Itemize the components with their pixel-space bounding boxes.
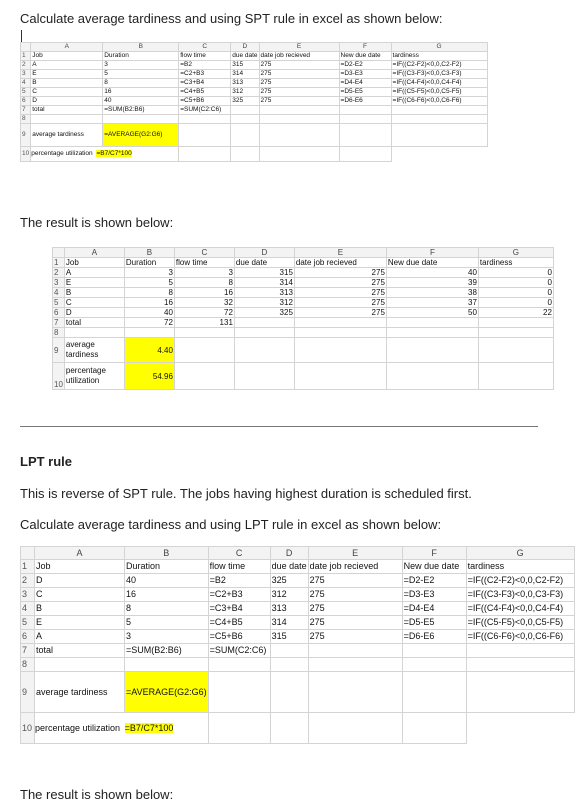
row-number[interactable]: 1 [21, 52, 31, 61]
row-number[interactable]: 4 [53, 288, 65, 298]
cell[interactable]: 16 [125, 588, 209, 602]
column-header[interactable]: A [64, 248, 124, 258]
cell[interactable] [35, 713, 209, 744]
cell[interactable] [466, 672, 574, 713]
cell[interactable]: =SUM(C2:C6) [208, 644, 270, 658]
row-number[interactable]: 10 [21, 713, 35, 744]
cell[interactable]: 32 [174, 298, 234, 308]
cell[interactable]: A [31, 61, 103, 70]
cell[interactable]: 5 [125, 616, 209, 630]
cell[interactable]: due date [232, 52, 258, 59]
cell[interactable]: 275 [294, 288, 386, 298]
cell[interactable]: =C4+B5 [208, 616, 270, 630]
cell[interactable]: tardiness [391, 52, 487, 61]
cell[interactable]: 16 [124, 298, 174, 308]
cell[interactable]: 275 [308, 574, 402, 588]
cell[interactable] [386, 328, 478, 338]
cell[interactable] [234, 318, 294, 328]
spt-formula-sheet[interactable] [20, 42, 488, 162]
cell[interactable]: date job recieved [294, 258, 386, 268]
cell[interactable]: =D6-E6 [339, 97, 391, 106]
cell[interactable] [402, 713, 466, 744]
column-header[interactable]: A [35, 547, 125, 560]
cell[interactable]: =C5+B6 [179, 97, 231, 106]
average-tardiness-formula-cell[interactable]: =AVERAGE(G2:G6) [103, 124, 179, 147]
cell[interactable]: 315 [270, 630, 308, 644]
cell[interactable]: 38 [386, 288, 478, 298]
column-header[interactable]: A [31, 43, 103, 52]
cell[interactable]: 313 [231, 79, 259, 88]
row-number[interactable]: 3 [53, 278, 65, 288]
cell[interactable]: E [64, 278, 124, 288]
cell[interactable]: New due date [339, 52, 391, 61]
cell[interactable]: New due date [386, 258, 478, 268]
row-number[interactable]: 9 [21, 672, 35, 713]
cell[interactable] [270, 713, 308, 744]
row-number[interactable]: 1 [21, 560, 35, 574]
cell[interactable]: 275 [259, 79, 339, 88]
cell[interactable] [35, 658, 125, 672]
row-number[interactable]: 3 [21, 70, 31, 79]
cell[interactable] [270, 644, 308, 658]
cell[interactable] [174, 363, 234, 390]
cell[interactable] [125, 658, 209, 672]
column-header[interactable]: E [259, 43, 339, 52]
percentage-utilization-formula[interactable]: =B7/C7*100 [124, 722, 174, 733]
cell[interactable]: =D2-E2 [339, 61, 391, 70]
cell[interactable]: total [31, 106, 103, 115]
row-number[interactable]: 1 [53, 258, 65, 268]
column-header[interactable]: D [270, 547, 308, 560]
cell[interactable] [391, 124, 487, 147]
cell[interactable] [308, 672, 402, 713]
average-tardiness-formula-cell[interactable]: =AVERAGE(G2:G6) [125, 672, 209, 713]
cell[interactable]: =C3+B4 [179, 79, 231, 88]
cell[interactable] [234, 363, 294, 390]
cell[interactable]: =C2+B3 [208, 588, 270, 602]
lpt-intro-text: Calculate average tardiness and using LPT rule in excel as shown below: [20, 517, 442, 532]
cell[interactable]: 16 [174, 288, 234, 298]
cell[interactable]: =IF((C3-F3)<0,0,C3-F3) [391, 70, 487, 79]
cell[interactable]: 314 [231, 70, 259, 79]
cell[interactable]: =IF((C2-F2)<0,0,C2-F2) [466, 574, 574, 588]
row-number[interactable]: 9 [53, 338, 65, 363]
lpt-formula-sheet[interactable] [20, 546, 575, 744]
cell[interactable] [478, 338, 553, 363]
cell[interactable]: New due date [402, 560, 466, 574]
cell[interactable] [234, 338, 294, 363]
cell[interactable]: 22 [478, 308, 553, 318]
cell[interactable]: =C4+B5 [179, 88, 231, 97]
cell[interactable]: Duration [124, 258, 174, 268]
select-all-corner[interactable] [21, 547, 35, 560]
column-header[interactable]: F [339, 43, 391, 52]
column-header[interactable]: B [125, 547, 209, 560]
cell[interactable]: due date [270, 560, 308, 574]
percentage-utilization-label: percentage utilization [35, 722, 121, 733]
cell[interactable] [478, 318, 553, 328]
cell[interactable] [386, 363, 478, 390]
cell[interactable]: 3 [124, 268, 174, 278]
cell[interactable]: 275 [294, 268, 386, 278]
cell[interactable] [386, 338, 478, 363]
percentage-utilization-formula[interactable]: =B7/C7*100 [96, 150, 132, 157]
cell[interactable]: 312 [234, 298, 294, 308]
cell[interactable] [402, 644, 466, 658]
cell[interactable]: 275 [259, 88, 339, 97]
lpt-heading: LPT rule [20, 454, 73, 469]
cell[interactable]: 72 [174, 308, 234, 318]
cell[interactable]: =IF((C4-F4)<0,0,C4-F4) [466, 602, 574, 616]
cell[interactable] [31, 115, 103, 124]
cell[interactable] [64, 328, 124, 338]
cell[interactable]: 16 [103, 88, 179, 97]
cell[interactable]: A [35, 630, 125, 644]
cell[interactable]: 313 [234, 288, 294, 298]
cell[interactable]: B [31, 79, 103, 88]
cell[interactable]: C [64, 298, 124, 308]
cell[interactable]: 275 [294, 298, 386, 308]
cell[interactable]: 312 [270, 588, 308, 602]
cell[interactable]: =D3-E3 [402, 588, 466, 602]
cell[interactable]: 275 [308, 630, 402, 644]
row-number[interactable]: 2 [21, 574, 35, 588]
cell[interactable]: D [64, 308, 124, 318]
cell[interactable]: flow time [174, 258, 234, 268]
cell[interactable] [466, 644, 574, 658]
cell[interactable] [294, 338, 386, 363]
cell[interactable]: due date [234, 258, 294, 268]
cell[interactable]: Job [64, 258, 124, 268]
cell[interactable]: D [35, 574, 125, 588]
cell[interactable]: B [35, 602, 125, 616]
row-number[interactable]: 6 [21, 630, 35, 644]
cell[interactable]: A [64, 268, 124, 278]
cell[interactable]: 40 [386, 268, 478, 278]
cell[interactable]: 39 [386, 278, 478, 288]
cell[interactable] [391, 115, 487, 124]
cell[interactable]: 0 [478, 268, 553, 278]
cell[interactable] [294, 328, 386, 338]
cell[interactable]: C [31, 88, 103, 97]
cell[interactable] [208, 672, 270, 713]
column-header[interactable]: F [386, 248, 478, 258]
cell[interactable]: 275 [294, 308, 386, 318]
cell[interactable]: 50 [386, 308, 478, 318]
row-number[interactable]: 9 [21, 124, 31, 147]
cell[interactable] [231, 124, 259, 147]
cell[interactable]: 275 [308, 616, 402, 630]
column-header[interactable]: F [402, 547, 466, 560]
column-header[interactable]: G [478, 248, 553, 258]
cell[interactable] [174, 328, 234, 338]
cell[interactable] [270, 672, 308, 713]
percentage-utilization-value-cell[interactable]: 54.96 [124, 363, 174, 390]
cell[interactable]: 315 [231, 61, 259, 70]
result-label: The result is shown below: [20, 215, 174, 230]
cell[interactable]: 3 [125, 630, 209, 644]
cell[interactable]: 8 [103, 79, 179, 88]
cell[interactable]: =D5-E5 [402, 616, 466, 630]
cell[interactable]: 40 [125, 574, 209, 588]
cell[interactable]: 131 [174, 318, 234, 328]
average-tardiness-value-cell[interactable]: 4.40 [124, 338, 174, 363]
row-number[interactable]: 6 [53, 308, 65, 318]
row-number[interactable]: 6 [21, 97, 31, 106]
cell[interactable]: flow time [179, 52, 231, 61]
cell[interactable]: tardiness [478, 258, 553, 268]
column-header[interactable]: C [208, 547, 270, 560]
cell[interactable]: =B2 [179, 61, 231, 70]
cell[interactable]: =SUM(B2:B6) [125, 644, 209, 658]
cell[interactable]: 314 [234, 278, 294, 288]
row-number[interactable]: 7 [21, 644, 35, 658]
cell[interactable]: Job [31, 52, 103, 61]
cell[interactable]: 72 [124, 318, 174, 328]
cell[interactable]: =IF((C6-F6)<0,0,C6-F6) [466, 630, 574, 644]
row-number[interactable]: 3 [21, 588, 35, 602]
select-all-corner[interactable] [53, 248, 65, 258]
cell[interactable]: Duration [125, 560, 209, 574]
spt-result-sheet[interactable] [52, 247, 554, 390]
cell[interactable]: 40 [124, 308, 174, 318]
cell[interactable]: =IF((C5-F5)<0,0,C5-F5) [466, 616, 574, 630]
column-header[interactable]: E [308, 547, 402, 560]
cell[interactable]: 5 [103, 70, 179, 79]
cell[interactable]: 275 [259, 97, 339, 106]
row-number[interactable]: 7 [53, 318, 65, 328]
cell[interactable]: 3 [103, 61, 179, 70]
cell[interactable] [308, 658, 402, 672]
cell[interactable]: =C5+B6 [208, 630, 270, 644]
cell[interactable]: B [64, 288, 124, 298]
cell[interactable]: flow time [208, 560, 270, 574]
row-number[interactable]: 8 [53, 328, 65, 338]
cell[interactable] [308, 644, 402, 658]
cell[interactable] [402, 672, 466, 713]
cell[interactable]: 0 [478, 278, 553, 288]
row-number[interactable]: 10 [53, 363, 65, 390]
cell[interactable] [402, 658, 466, 672]
cell[interactable]: 5 [124, 278, 174, 288]
cell[interactable]: =IF((C2-F2)<0,0,C2-F2) [391, 61, 487, 70]
cell[interactable]: 313 [270, 602, 308, 616]
column-header[interactable]: D [234, 248, 294, 258]
cell[interactable] [294, 363, 386, 390]
cell[interactable]: date job recieved [259, 52, 339, 61]
cell[interactable] [31, 147, 179, 162]
cell[interactable] [339, 115, 391, 124]
cell[interactable]: =B2 [208, 574, 270, 588]
cell[interactable]: 40 [103, 97, 179, 106]
cell[interactable]: C [35, 588, 125, 602]
row-number[interactable]: 2 [21, 61, 31, 70]
cell[interactable]: =D3-E3 [339, 70, 391, 79]
cell[interactable]: =C3+B4 [208, 602, 270, 616]
cell[interactable] [294, 318, 386, 328]
cell[interactable] [339, 147, 391, 162]
row-number[interactable]: 4 [21, 602, 35, 616]
cell[interactable] [208, 713, 270, 744]
cell[interactable] [124, 328, 174, 338]
cell[interactable] [259, 106, 339, 115]
cell[interactable]: 8 [125, 602, 209, 616]
cell[interactable]: average tardiness [31, 124, 103, 147]
spt-intro-text: Calculate average tardiness and using SPT rule in excel as shown below: [20, 11, 443, 26]
cell[interactable]: 325 [270, 574, 308, 588]
cell[interactable]: average tardiness [64, 338, 124, 363]
cell[interactable]: =SUM(B2:B6) [103, 106, 179, 115]
row-number[interactable]: 5 [21, 88, 31, 97]
select-all-corner[interactable] [21, 43, 31, 52]
cell[interactable]: average tardiness [35, 672, 125, 713]
cell[interactable] [234, 328, 294, 338]
column-header[interactable]: B [103, 43, 179, 52]
cell[interactable]: =IF((C4-F4)<0,0,C4-F4) [391, 79, 487, 88]
result-label-2: The result is shown below: [20, 787, 174, 802]
cell[interactable]: 275 [308, 588, 402, 602]
cell[interactable]: 275 [294, 278, 386, 288]
cell[interactable]: Duration [103, 52, 179, 61]
cell[interactable]: 37 [386, 298, 478, 308]
row-number[interactable]: 5 [21, 616, 35, 630]
cell[interactable]: =SUM(C2:C6) [179, 106, 231, 115]
cell[interactable]: 312 [231, 88, 259, 97]
cell[interactable] [391, 106, 487, 115]
cell[interactable]: =D4-E4 [402, 602, 466, 616]
cell[interactable] [478, 328, 553, 338]
cell[interactable]: 314 [270, 616, 308, 630]
cell[interactable] [259, 115, 339, 124]
cell[interactable] [231, 115, 259, 124]
cell[interactable] [231, 106, 259, 115]
cell[interactable] [339, 124, 391, 147]
cell[interactable]: 315 [234, 268, 294, 278]
cell[interactable]: 8 [174, 278, 234, 288]
cell[interactable] [478, 363, 553, 390]
cell[interactable]: 0 [478, 288, 553, 298]
cell[interactable]: 3 [174, 268, 234, 278]
cell[interactable]: total [64, 318, 124, 328]
cell[interactable]: =D5-E5 [339, 88, 391, 97]
cell[interactable]: total [35, 644, 125, 658]
column-header[interactable]: D [231, 43, 259, 52]
cell[interactable] [386, 318, 478, 328]
cell[interactable]: D [31, 97, 103, 106]
cell[interactable] [174, 338, 234, 363]
row-number[interactable]: 5 [53, 298, 65, 308]
cell[interactable]: 275 [259, 70, 339, 79]
cell[interactable]: percentage utilization [64, 363, 124, 390]
cell[interactable] [259, 147, 339, 162]
cell[interactable]: tardiness [466, 560, 574, 574]
cell[interactable]: E [31, 70, 103, 79]
column-header[interactable]: G [466, 547, 574, 560]
cell[interactable]: =IF((C5-F5)<0,0,C5-F5) [391, 88, 487, 97]
cell[interactable]: 275 [308, 602, 402, 616]
cell[interactable] [179, 147, 231, 162]
cell[interactable]: =D2-E2 [402, 574, 466, 588]
cell[interactable]: 325 [231, 97, 259, 106]
column-header[interactable]: C [179, 43, 231, 52]
column-header[interactable]: C [174, 248, 234, 258]
cell[interactable] [208, 658, 270, 672]
cell[interactable]: E [35, 616, 125, 630]
column-header[interactable]: G [391, 43, 487, 52]
row-number[interactable]: 8 [21, 658, 35, 672]
cell[interactable]: 0 [478, 298, 553, 308]
cell[interactable]: =D4-E4 [339, 79, 391, 88]
cell[interactable]: 325 [234, 308, 294, 318]
row-number[interactable]: 4 [21, 79, 31, 88]
section-divider [20, 426, 538, 427]
row-number[interactable]: 10 [21, 147, 31, 162]
cell[interactable] [231, 147, 259, 162]
cell[interactable] [270, 658, 308, 672]
cell[interactable] [179, 115, 231, 124]
cell[interactable] [339, 106, 391, 115]
cell[interactable] [103, 115, 179, 124]
row-number[interactable]: 8 [21, 115, 31, 124]
row-number[interactable]: 2 [53, 268, 65, 278]
cell[interactable]: =D6-E6 [402, 630, 466, 644]
lpt-description: This is reverse of SPT rule. The jobs having highest duration is scheduled first. [20, 486, 472, 501]
cell[interactable]: 8 [124, 288, 174, 298]
column-header[interactable]: B [124, 248, 174, 258]
cell[interactable]: Job [35, 560, 125, 574]
cell[interactable]: =IF((C3-F3)<0,0,C3-F3) [466, 588, 574, 602]
cell[interactable] [308, 713, 402, 744]
cell[interactable] [179, 124, 231, 147]
cell[interactable] [259, 124, 339, 147]
cell[interactable]: =IF((C6-F6)<0,0,C6-F6) [391, 97, 487, 106]
column-header[interactable]: E [294, 248, 386, 258]
cell[interactable]: date job recieved [308, 560, 402, 574]
cell[interactable]: =C2+B3 [179, 70, 231, 79]
cell[interactable] [466, 658, 574, 672]
row-number[interactable]: 7 [21, 106, 31, 115]
percentage-utilization-label: percentage utilization [31, 150, 93, 157]
cell[interactable]: 275 [259, 61, 339, 70]
